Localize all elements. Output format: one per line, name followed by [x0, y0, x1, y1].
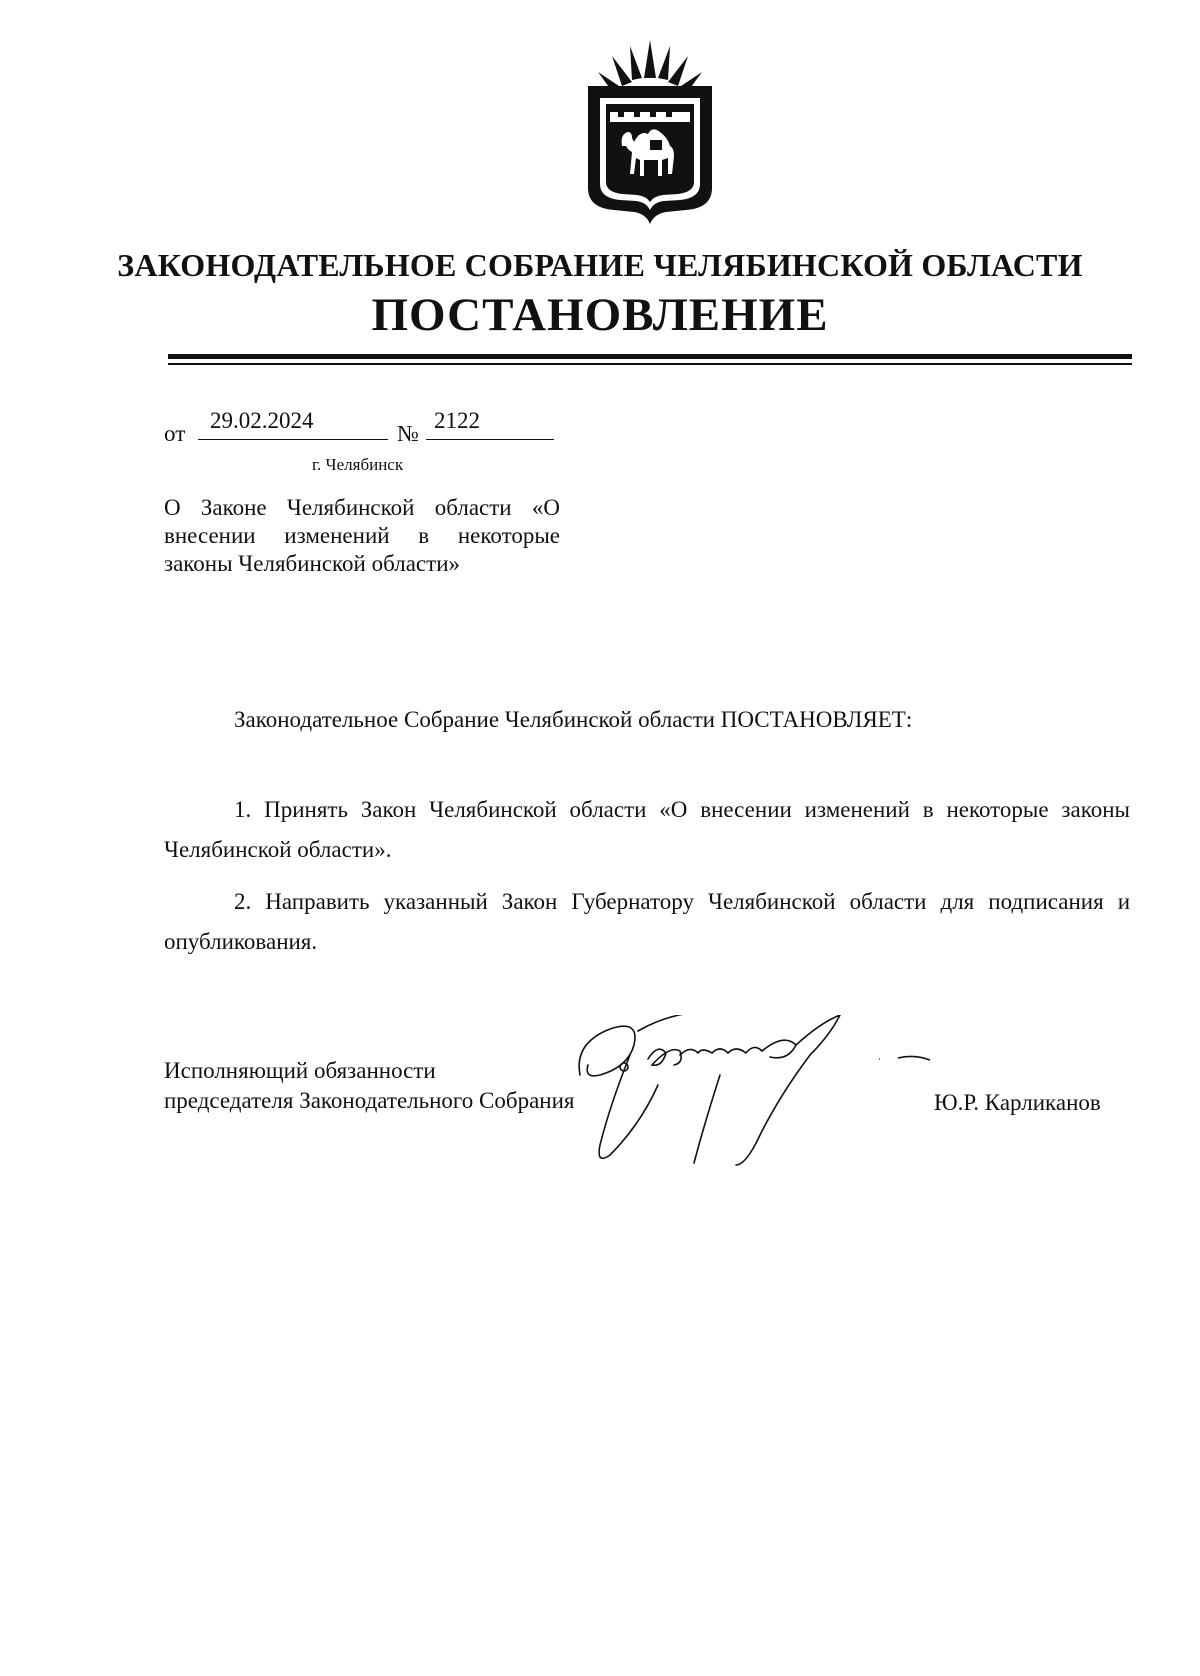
- position-line-1: Исполняющий обязанности: [164, 1058, 436, 1083]
- header-rule-thick: [168, 354, 1132, 359]
- date-underline: [198, 439, 388, 440]
- city: г. Челябинск: [312, 455, 404, 474]
- number-label: №: [397, 421, 419, 446]
- signatory-name: Ю.Р. Карликанов: [934, 1090, 1101, 1115]
- date-label: от: [164, 421, 186, 446]
- paragraph-1: 1. Принять Закон Челябинской области «О внесении изменений в некоторые законы Челябинской области».: [164, 797, 1130, 862]
- preamble: Законодательное Собрание Челябинской области ПОСТАНОВЛЯЕТ:: [234, 707, 913, 732]
- organization-name: ЗАКОНОДАТЕЛЬНОЕ СОБРАНИЕ ЧЕЛЯБИНСКОЙ ОБЛАСТИ: [117, 247, 1083, 283]
- signatory-position: [164, 1056, 575, 1116]
- document-number: 2122: [434, 408, 480, 433]
- position-line-2: председателя Законодательного Собрания: [164, 1088, 575, 1113]
- document-date: 29.02.2024: [210, 408, 314, 433]
- header-rule-thin: [168, 363, 1132, 365]
- paragraph-2: 2. Направить указанный Закон Губернатору Челябинской области для подписания и опубликования.: [164, 889, 1130, 954]
- number-underline: [426, 439, 554, 440]
- coat-of-arms-icon: [570, 38, 730, 228]
- document-subject: О Законе Челябинской области «О внесении изменений в некоторые законы Челябинской области»: [164, 495, 560, 576]
- document-type-title: ПОСТАНОВЛЕНИЕ: [371, 289, 829, 341]
- signature-dash-icon: [896, 1052, 932, 1064]
- signature-icon: [570, 1015, 880, 1175]
